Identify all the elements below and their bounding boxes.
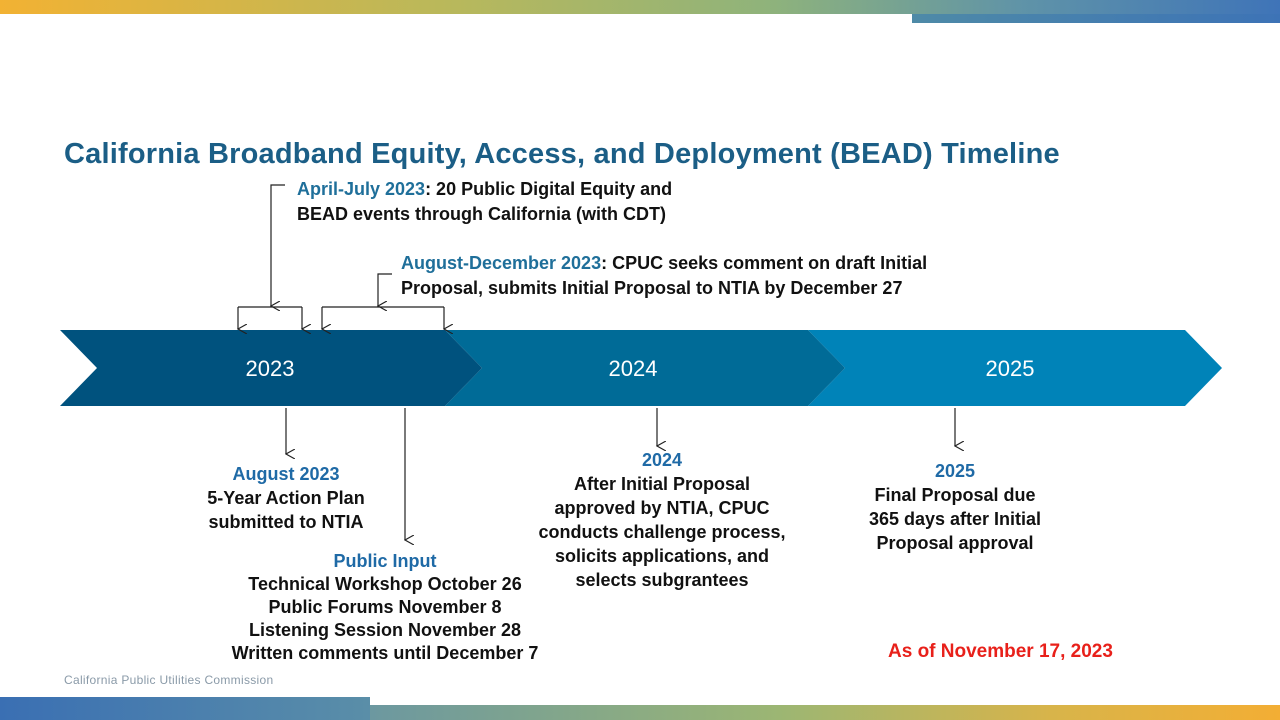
callout-april-july-line2: BEAD events through California (with CDT) bbox=[297, 204, 666, 224]
milestone-public-input-line: Written comments until December 7 bbox=[231, 643, 539, 663]
milestone-2025-line: 365 days after Initial bbox=[868, 509, 1042, 529]
callout-aug-dec-head: August-December 2023 bbox=[401, 253, 602, 273]
april-july-bracket bbox=[238, 185, 302, 329]
year-label-2024: 2024 bbox=[608, 356, 658, 381]
year-label-2025: 2025 bbox=[985, 356, 1035, 381]
milestone-2024-head: 2024 bbox=[641, 450, 683, 470]
milestone-2024-line: solicits applications, and bbox=[554, 546, 770, 566]
as-of-date: As of November 17, 2023 bbox=[888, 641, 1113, 662]
milestone-2024-line: selects subgrantees bbox=[575, 570, 749, 590]
milestone-2025-head: 2025 bbox=[934, 461, 976, 481]
callout-aug-dec-text: : CPUC seeks comment on draft Initial bbox=[601, 253, 928, 273]
aug-dec-bracket bbox=[322, 274, 444, 329]
milestone-public-input-head: Public Input bbox=[333, 551, 437, 571]
milestone-2025-line: Proposal approval bbox=[876, 533, 1034, 553]
milestone-2025 bbox=[815, 459, 1095, 555]
milestone-public-input-line: Listening Session November 28 bbox=[248, 620, 522, 640]
milestone-august-2023 bbox=[146, 462, 426, 534]
milestone-august-2023-line: 5-Year Action Plan bbox=[207, 488, 365, 508]
slide-title: California Broadband Equity, Access, and Deployment (BEAD) Timeline bbox=[64, 138, 1060, 170]
milestone-2024-line: After Initial Proposal bbox=[573, 474, 751, 494]
callout-april-july-text: : 20 Public Digital Equity and bbox=[425, 179, 673, 199]
milestone-2025-line: Final Proposal due bbox=[874, 485, 1036, 505]
milestone-2024-line: approved by NTIA, CPUC bbox=[554, 498, 770, 518]
milestone-public-input-line: Technical Workshop October 26 bbox=[248, 574, 522, 594]
callout-april-july-head: April-July 2023 bbox=[297, 179, 426, 199]
milestone-2024-line: conducts challenge process, bbox=[538, 522, 786, 542]
callout-aug-dec-line2: Proposal, submits Initial Proposal to NTIA by December 27 bbox=[401, 278, 903, 298]
year-label-2023: 2023 bbox=[245, 356, 295, 381]
footer-organization: California Public Utilities Commission bbox=[64, 673, 274, 687]
milestone-2024 bbox=[502, 448, 822, 592]
milestone-august-2023-head: August 2023 bbox=[232, 464, 340, 484]
milestone-public-input-line: Public Forums November 8 bbox=[268, 597, 502, 617]
milestone-august-2023-line: submitted to NTIA bbox=[208, 512, 364, 532]
